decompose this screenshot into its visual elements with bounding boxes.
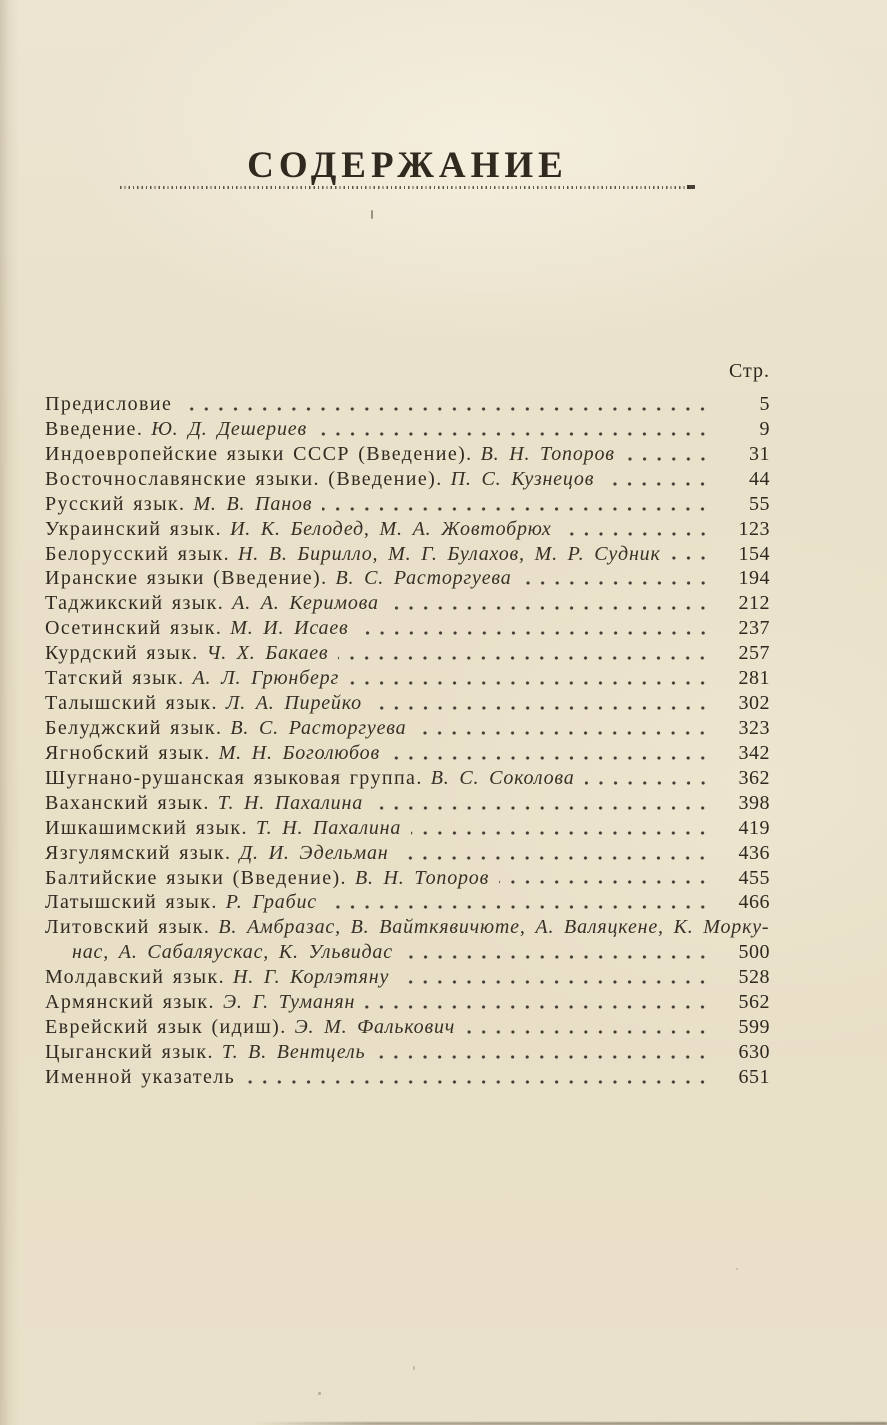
entry-page-number: 257 — [738, 642, 770, 665]
entry-title: Осетинский язык. — [45, 617, 223, 640]
dot-leader — [182, 392, 710, 417]
entry-title: Молдавский язык. — [45, 966, 226, 989]
entry-authors: Ч. Х. Бакаев — [206, 642, 329, 665]
toc-entry — [45, 467, 770, 492]
entry-title: Шугнано-рушанская языковая группа. — [45, 766, 423, 789]
dot-leader — [389, 591, 710, 616]
dot-leader — [411, 816, 710, 841]
toc-entry — [45, 841, 770, 866]
toc-entry — [45, 641, 770, 666]
toc-entry — [45, 1040, 770, 1065]
entry-page-number: 281 — [738, 667, 770, 690]
entry-page-number: 154 — [738, 542, 770, 565]
entry-page-number: 362 — [738, 766, 770, 789]
toc-entry — [45, 616, 770, 641]
dot-leader — [499, 866, 710, 891]
toc-entry — [45, 517, 770, 542]
toc-entry — [45, 866, 770, 891]
entry-authors: Д. И. Эдельман — [239, 841, 389, 864]
entry-authors: А. Л. Грюнберг — [192, 667, 340, 690]
dot-leader — [365, 990, 710, 1015]
entry-title: Латышский язык. — [45, 891, 218, 914]
dot-leader — [671, 542, 710, 567]
paper-speck — [736, 1268, 738, 1270]
dot-leader — [399, 965, 710, 990]
entry-page-number: 466 — [738, 891, 770, 914]
entry-authors: Р. Грабис — [225, 891, 317, 914]
entry-title: Именной указатель — [45, 1065, 236, 1088]
dot-leader — [465, 1015, 710, 1040]
entry-authors: П. С. Кузнецов — [450, 467, 595, 490]
entry-title: Курдский язык. — [45, 642, 199, 665]
entry-authors: Э. М. Фалькович — [294, 1016, 456, 1039]
toc-entry — [45, 666, 770, 691]
entry-authors: В. Н. Топоров — [480, 442, 615, 465]
dot-leader — [373, 791, 710, 816]
entry-page-number: 55 — [749, 492, 770, 515]
entry-title: Талышский язык. — [45, 692, 218, 715]
entry-title: Белорусский язык. — [45, 542, 231, 565]
entry-title: Украинский язык. — [45, 517, 223, 540]
entry-authors: Э. Г. Туманян — [222, 991, 356, 1014]
entry-authors: В. Амбразас, В. Вайткявичюте, А. Валяцкене, К. Морку- — [218, 916, 770, 939]
entry-page-number: 323 — [738, 716, 770, 739]
entry-title: Предисловие — [45, 393, 173, 415]
entry-title: Русский язык. — [45, 492, 186, 515]
entry-page-number: 123 — [738, 517, 770, 540]
entry-authors: В. Н. Топоров — [354, 866, 490, 889]
entry-page-number: 212 — [738, 592, 770, 615]
dot-leader — [403, 940, 710, 965]
dot-leader — [359, 616, 710, 641]
dot-leader — [398, 841, 710, 866]
entry-title: Еврейский язык (идиш). — [45, 1016, 287, 1039]
entry-page-number: 455 — [738, 866, 770, 889]
entry-page-number: 31 — [749, 442, 770, 465]
entry-title: Восточнославянские языки. (Введение). — [45, 467, 443, 490]
entry-page-number: 630 — [738, 1040, 770, 1063]
toc-entry — [45, 816, 770, 841]
dot-leader — [245, 1065, 710, 1090]
entry-page-number: 419 — [738, 816, 770, 839]
entry-page-number: 5 — [759, 393, 770, 415]
toc-entry — [45, 741, 770, 766]
toc-entry — [45, 965, 770, 990]
toc-entry — [45, 417, 770, 442]
entry-page-number: 9 — [759, 417, 770, 440]
entry-title: Иранские языки (Введение). — [45, 567, 328, 590]
entry-page-number: 237 — [738, 617, 770, 640]
dotted-divider-rule — [120, 186, 692, 189]
entry-authors: В. С. Расторгуева — [230, 716, 407, 739]
paper-speck — [413, 1366, 415, 1370]
dot-leader — [322, 492, 710, 517]
entry-authors: В. С. Расторгуева — [335, 567, 512, 590]
entry-authors: И. К. Белодед, М. А. Жовтобрюх — [230, 517, 552, 540]
entry-title: Язгулямский язык. — [45, 841, 232, 864]
dot-leader — [562, 517, 710, 542]
entry-title: Татский язык. — [45, 667, 185, 690]
toc-entry — [45, 591, 770, 616]
toc-entry — [45, 1065, 770, 1090]
entry-page-number: 500 — [738, 941, 770, 964]
toc-entry — [45, 566, 770, 591]
toc-entry — [45, 915, 770, 940]
entry-page-number: 599 — [738, 1016, 770, 1039]
entry-page-number: 436 — [738, 841, 770, 864]
dot-leader — [375, 1040, 710, 1065]
toc-entry — [45, 442, 770, 467]
entry-authors: М. В. Панов — [193, 492, 313, 515]
toc-entry — [45, 791, 770, 816]
entry-page-number: 562 — [738, 991, 770, 1014]
entry-title: Белуджский язык. — [45, 716, 223, 739]
dot-leader — [390, 741, 710, 766]
toc-entry — [45, 890, 770, 915]
entry-authors: Ю. Д. Дешериев — [151, 417, 307, 440]
toc-list — [45, 392, 770, 1090]
entry-authors: Н. Г. Корлэтяну — [233, 966, 390, 989]
dot-leader — [625, 442, 710, 467]
entry-title: Таджикский язык. — [45, 592, 225, 615]
dot-leader — [585, 766, 710, 791]
entry-authors: Н. В. Бирилло, М. Г. Булахов, М. Р. Судник — [238, 542, 661, 565]
dot-leader — [317, 417, 710, 442]
toc-entry — [45, 990, 770, 1015]
page-column-header: Стр. — [728, 360, 770, 382]
entry-title: Балтийские языки (Введение). — [45, 866, 347, 889]
dot-leader — [338, 641, 710, 666]
entry-authors: Т. Н. Пахалина — [217, 791, 364, 814]
entry-title: Литовский язык. — [45, 916, 211, 939]
entry-authors: Л. А. Пирейко — [225, 692, 362, 715]
page-title: СОДЕРЖАНИЕ — [247, 144, 568, 186]
dot-leader — [604, 467, 710, 492]
entry-page-number: 194 — [738, 567, 770, 590]
toc-entry — [45, 1015, 770, 1040]
toc-entry — [45, 691, 770, 716]
entry-authors: М. Н. Боголюбов — [218, 741, 380, 764]
entry-page-number: 302 — [738, 692, 770, 715]
entry-authors: Т. Н. Пахалина — [255, 816, 402, 839]
toc-entry-continuation — [45, 940, 770, 965]
toc-entry — [45, 392, 770, 417]
entry-authors: А. А. Керимова — [232, 592, 379, 615]
dot-leader — [522, 566, 710, 591]
entry-title: Ишкашимский язык. — [45, 816, 248, 839]
entry-authors: Т. В. Вентцель — [221, 1040, 366, 1063]
toc-entry — [45, 766, 770, 791]
entry-title: Ягнобский язык. — [45, 741, 211, 764]
entry-page-number: 398 — [738, 791, 770, 814]
dot-leader — [416, 716, 710, 741]
entry-page-number: 528 — [738, 966, 770, 989]
dot-leader — [372, 691, 710, 716]
entry-page-number: 651 — [738, 1065, 770, 1088]
entry-title: Введение. — [45, 417, 144, 440]
paper-speck — [318, 1392, 321, 1395]
dot-leader — [327, 890, 710, 915]
entry-title: Цыганский язык. — [45, 1040, 214, 1063]
entry-title: Армянский язык. — [45, 991, 215, 1014]
entry-page-number: 44 — [749, 467, 770, 490]
toc-entry — [45, 716, 770, 741]
entry-title: Ваханский язык. — [45, 791, 210, 814]
entry-authors: В. С. Соколова — [430, 766, 575, 789]
toc-entry — [45, 542, 770, 567]
dot-leader — [349, 666, 710, 691]
entry-authors-continued: нас, А. Сабаляускас, К. Ульвидас — [72, 941, 393, 964]
entry-authors: М. И. Исаев — [230, 617, 349, 640]
entry-title: Индоевропейские языки СССР (Введение). — [45, 442, 473, 465]
toc-entry — [45, 492, 770, 517]
entry-page-number: 342 — [738, 741, 770, 764]
ink-speck — [371, 210, 373, 219]
